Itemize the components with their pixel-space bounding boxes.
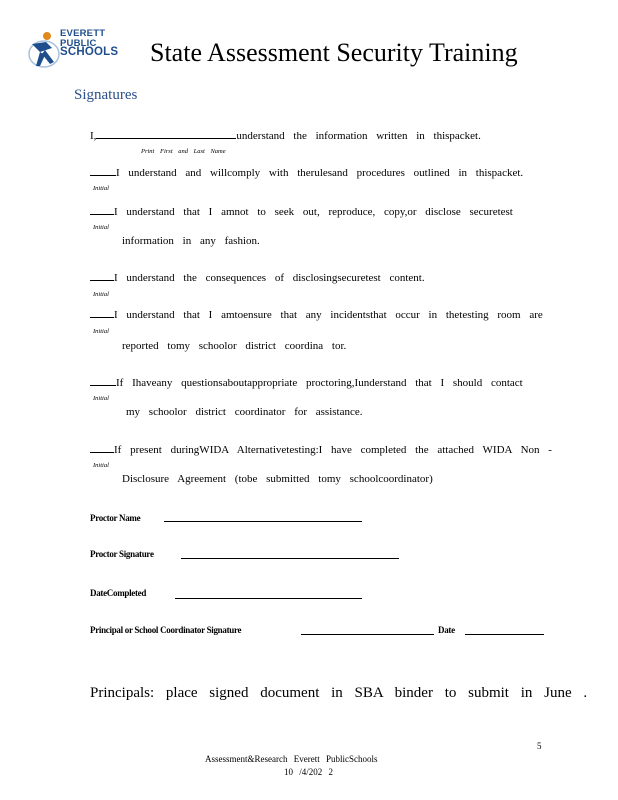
initial-label: Initial xyxy=(93,395,109,402)
statement-consequences: I understand the consequences of disclosingsecuretest content. xyxy=(90,272,425,284)
footer-department: Assessment&Research Everett PublicSchools xyxy=(205,754,378,764)
name-blank[interactable] xyxy=(96,138,236,139)
principals-note: Principals: place signed document in SBA binder to submit in June . xyxy=(90,685,588,701)
initial-blank[interactable] xyxy=(90,385,116,386)
logo-figure-icon xyxy=(26,30,62,72)
principal-signature-label: Principal or School Coordinator Signature xyxy=(90,625,242,635)
print-name-label: Print First and Last Name xyxy=(141,148,226,155)
initial-label: Initial xyxy=(93,328,109,335)
initial-blank[interactable] xyxy=(90,175,116,176)
proctor-name-field[interactable] xyxy=(164,521,362,522)
statement-wida-cont: Disclosure Agreement (tobe submitted tomy schoolcoordinator) xyxy=(122,473,433,485)
statement-wida: If present duringWIDA Alternativetesting:I have completed the attached WIDA Non - xyxy=(90,444,552,456)
statement-report-incidents: I understand that I amtoensure that any incidentsthat occur in thetesting room are xyxy=(90,309,543,321)
page-title: State Assessment Security Training xyxy=(150,38,518,67)
proctor-signature-label: Proctor Signature xyxy=(90,549,154,559)
page-number: 5 xyxy=(537,741,542,751)
initial-blank[interactable] xyxy=(90,280,114,281)
statement-no-copy-cont: information in any fashion. xyxy=(122,235,260,247)
initial-blank[interactable] xyxy=(90,214,114,215)
date-label: Date xyxy=(438,625,455,635)
footer-date: 10 /4/202 2 xyxy=(284,767,334,777)
statement-no-copy: I understand that I amnot to seek out, reproduce, copy,or disclose securetest xyxy=(90,206,513,218)
statement-questions: If Ihaveany questionsaboutappropriate proctoring,Iunderstand that I should contact xyxy=(90,377,523,389)
initial-label: Initial xyxy=(93,185,109,192)
district-logo xyxy=(26,28,146,74)
date-completed-field[interactable] xyxy=(175,598,362,599)
date-completed-label: DateCompleted xyxy=(90,588,147,598)
statement-name: I, understand the information written in thispacket. xyxy=(90,130,481,142)
statement-report-incidents-cont: reported tomy schoolor district coordina tor. xyxy=(122,340,347,352)
logo-wordmark: EVERETT PUBLIC SCHOOLS xyxy=(60,28,119,58)
proctor-name-label: Proctor Name xyxy=(90,513,141,523)
principal-signature-field[interactable] xyxy=(301,634,434,635)
section-title: Signatures xyxy=(74,87,138,103)
statement-questions-cont: my schoolor district coordinator for assistance. xyxy=(126,406,363,418)
initial-label: Initial xyxy=(93,462,109,469)
initial-label: Initial xyxy=(93,291,109,298)
initial-blank[interactable] xyxy=(90,317,114,318)
initial-label: Initial xyxy=(93,224,109,231)
proctor-signature-field[interactable] xyxy=(181,558,399,559)
principal-date-field[interactable] xyxy=(465,634,544,635)
initial-blank[interactable] xyxy=(90,452,114,453)
statement-comply: I understand and willcomply with therulesand procedures outlined in thispacket. xyxy=(90,167,523,179)
